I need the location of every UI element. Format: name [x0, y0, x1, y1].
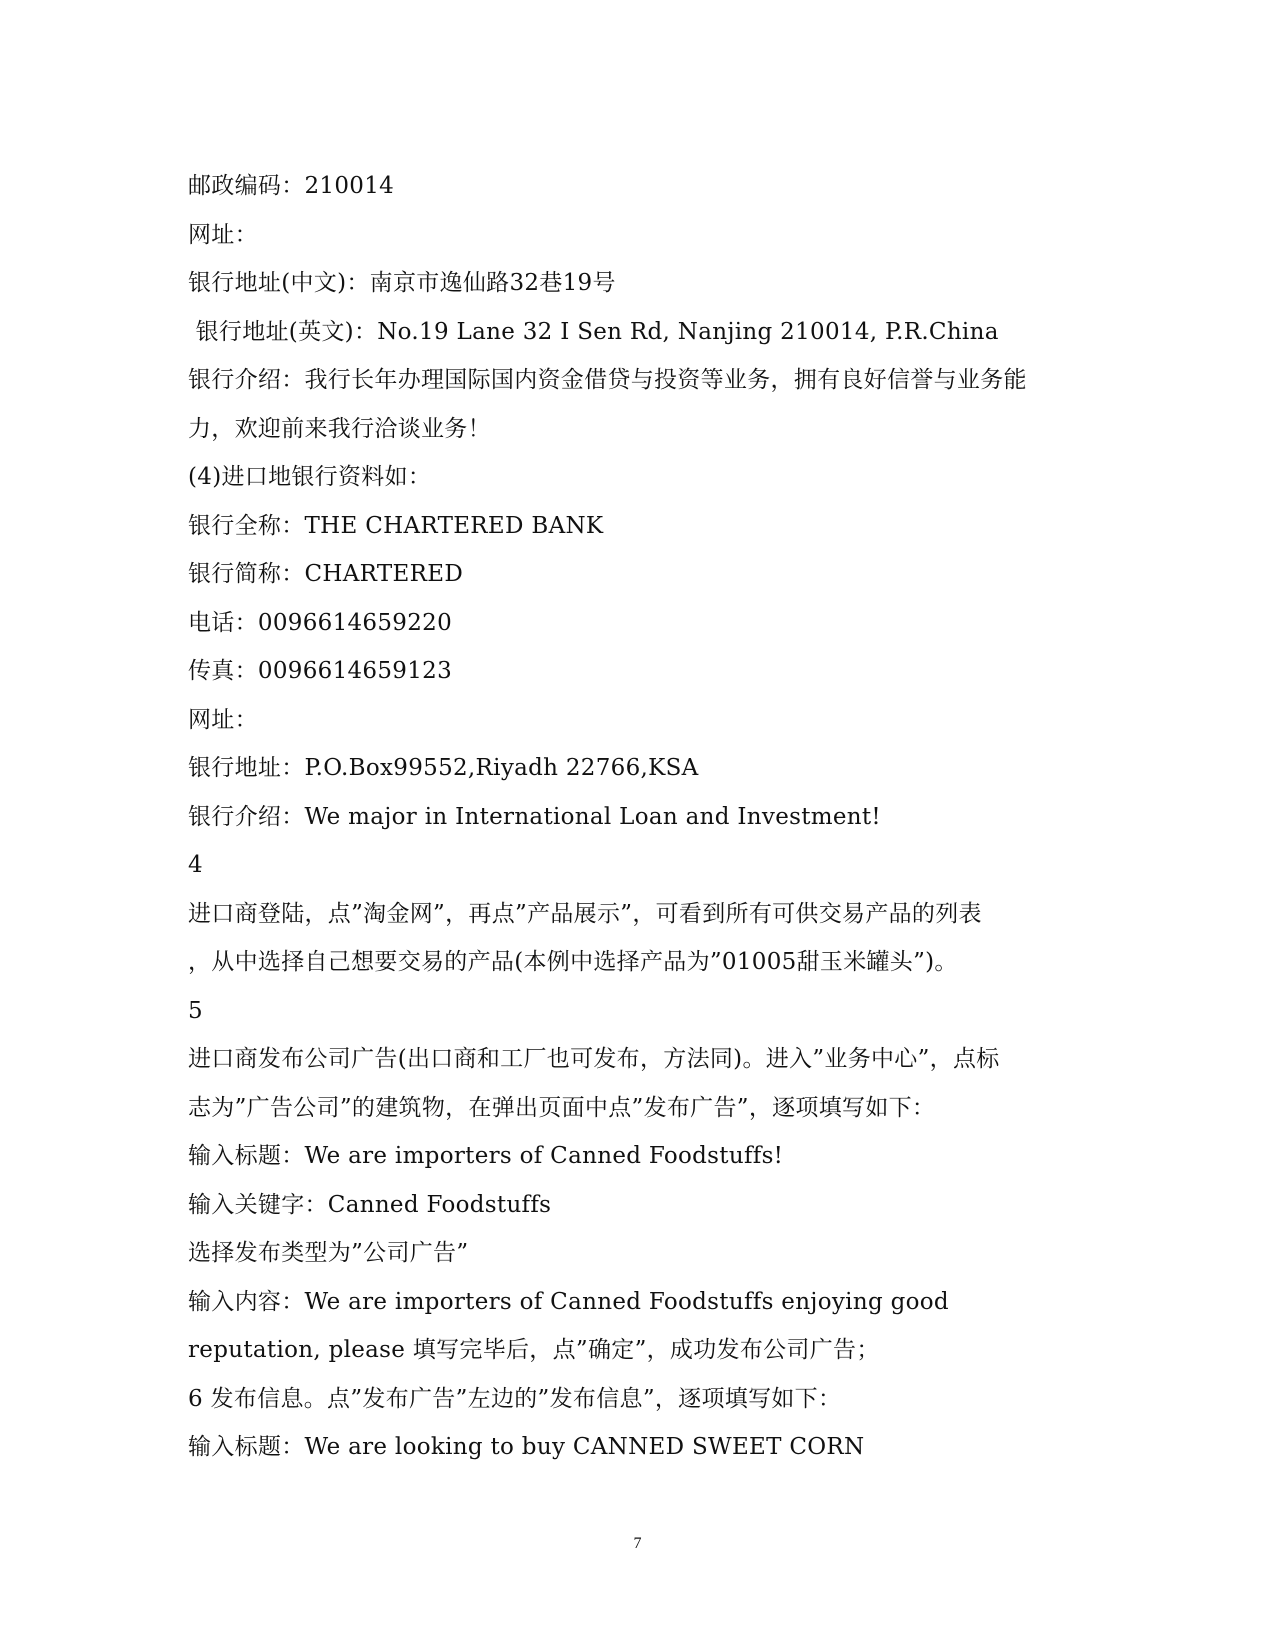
text-line: 输入关键字：Canned Foodstuffs — [188, 1191, 552, 1218]
text-line: 邮政编码：210014 — [188, 173, 395, 199]
text-line: 银行地址：P.O.Box99552,Riyadh 22766,KSA — [188, 755, 699, 781]
text-line: 银行简称：CHARTERED — [188, 561, 464, 587]
text-line: 输入标题：We are looking to buy CANNED SWEET CORN — [188, 1434, 865, 1460]
text-line: 网址： — [188, 706, 258, 733]
text-line: 输入内容：We are importers of Canned Foodstuffs enjoying good — [188, 1288, 949, 1315]
text-line: 银行介绍：We major in International Loan and Investment! — [188, 803, 881, 830]
text-line: 志为”广告公司”的建筑物，在弹出页面中点”发布广告”，逐项填写如下： — [188, 1094, 936, 1121]
text-line: 电话：0096614659220 — [188, 609, 453, 636]
text-line: 传真：0096614659123 — [188, 658, 453, 684]
body-text — [188, 162, 1088, 1472]
text-line: 输入标题：We are importers of Canned Foodstuffs! — [188, 1143, 784, 1169]
text-line: (4)进口地银行资料如： — [188, 464, 432, 490]
text-line: 进口商登陆，点”淘金网”，再点”产品展示”，可看到所有可供交易产品的列表 — [188, 900, 982, 927]
text-line: 网址： — [188, 221, 258, 248]
text-line: 银行介绍：我行长年办理国际国内资金借贷与投资等业务，拥有良好信誉与业务能 — [188, 367, 1027, 393]
text-line: 银行地址(中文)：南京市逸仙路32巷19号 — [188, 270, 616, 296]
text-line: 选择发布类型为”公司广告” — [188, 1240, 469, 1266]
text-line: ，从中选择自己想要交易的产品(本例中选择产品为”01005甜玉米罐头”)。 — [188, 949, 958, 975]
text-line: 6 发布信息。点”发布广告”左边的”发布信息”，逐项填写如下： — [188, 1385, 842, 1412]
text-line: 5 — [188, 997, 203, 1024]
text-line: 银行全称：THE CHARTERED BANK — [188, 512, 604, 539]
text-line: 银行地址(英文)：No.19 Lane 32 I Sen Rd, Nanjing 210014, P.R.China — [188, 318, 999, 345]
text-line: 力，欢迎前来我行洽谈业务！ — [188, 415, 491, 442]
text-line: 进口商发布公司广告(出口商和工厂也可发布，方法同)。进入”业务中心”，点标 — [188, 1046, 1000, 1072]
page-number: 7 — [633, 1535, 642, 1552]
text-line: 4 — [188, 852, 203, 878]
text-line: reputation, please 填写完毕后，点”确定”，成功发布公司广告； — [188, 1337, 880, 1363]
